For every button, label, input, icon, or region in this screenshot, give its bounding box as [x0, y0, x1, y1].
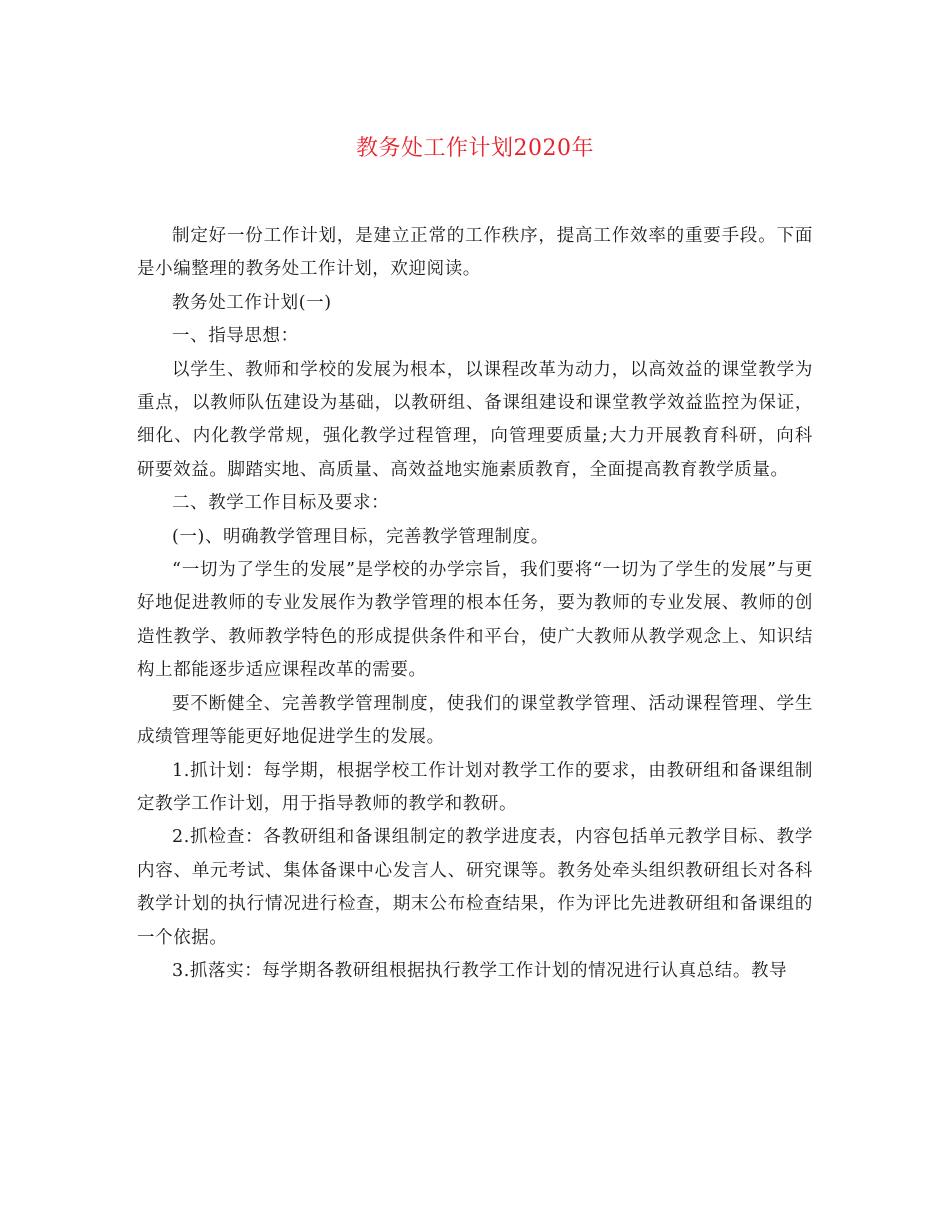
- paragraph-management-system: 要不断健全、完善教学管理制度，使我们的课堂教学管理、活动课程管理、学生成绩管理等能更好地促进学生的发展。: [137, 693, 813, 748]
- paragraph-subsection-1-heading: (一)、明确教学管理目标，完善教学管理制度。: [172, 526, 549, 547]
- document-body: [137, 220, 813, 988]
- paragraph-item-2-check: 2.抓检查：各教研组和备课组制定的教学进度表，内容包括单元教学目标、教学内容、单元考试、集体备课中心发言人、研究课等。教务处牵头组织教研组长对各科教学计划的执行情况进行检查，期末公布检查结果，作为评比先进教研组和备课组的一个依据。: [137, 827, 813, 948]
- paragraph-intro: 制定好一份工作计划，是建立正常的工作秩序，提高工作效率的重要手段。下面是小编整理的教务处工作计划，欢迎阅读。: [137, 226, 813, 280]
- paragraph-guiding-ideology: 以学生、教师和学校的发展为根本，以课程改革为动力，以高效益的课堂教学为重点，以教师队伍建设为基础，以教研组、备课组建设和课堂教学效益监控为保证，细化、内化教学常规，强化教学过程管理，向管理要质量;大力开展教育科研，向科研要效益。脚踏实地、高质量、高效益地实施素质教育，全面提高教育教学质量。: [137, 359, 813, 480]
- paragraph-item-1-plan: 1.抓计划：每学期，根据学校工作计划对教学工作的要求，由教研组和备课组制定教学工作计划，用于指导教师的教学和教研。: [137, 760, 813, 814]
- paragraph-item-3-implement: 3.抓落实：每学期各教研组根据执行教学工作计划的情况进行认真总结。教导: [172, 960, 788, 981]
- paragraph-student-development: “一切为了学生的发展”是学校的办学宗旨，我们要将“一切为了学生的发展”与更好地促进教师的专业发展作为教学管理的根本任务，要为教师的专业发展、教师的创造性教学、教师教学特色的形成提供条件和平台，使广大教师从教学观念上、知识结构上都能逐步适应课程改革的需要。: [137, 560, 813, 681]
- paragraph-section-1-heading: 一、指导思想：: [172, 326, 299, 347]
- document-title: 教务处工作计划2020年: [356, 136, 594, 161]
- paragraph-section-2-heading: 二、教学工作目标及要求：: [172, 493, 390, 514]
- paragraph-plan-heading: 教务处工作计划(一): [172, 292, 332, 313]
